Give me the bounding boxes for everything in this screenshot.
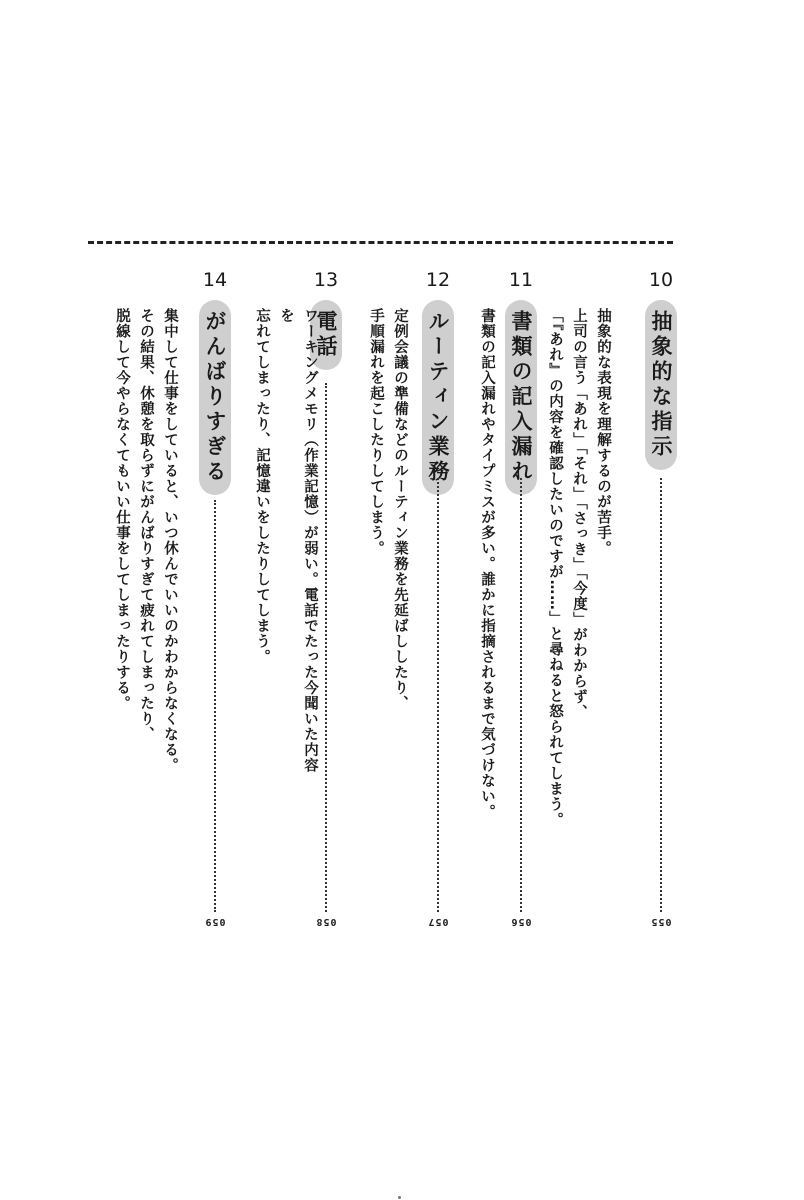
description-line: 手順漏れを起こしたりしてしまう。 (368, 308, 384, 556)
dotted-leader (325, 383, 327, 912)
toc-entry-14[interactable] (195, 268, 235, 928)
entry-number: 11 (508, 269, 534, 291)
page-number: 059 (204, 916, 226, 927)
description-line: 「『あれ』の内容を確認したいのですが……」と尋ねると怒られてしまう。 (547, 308, 563, 828)
description-line: 抽象的な表現を理解するのが苦手。 (595, 308, 611, 556)
dotted-leader (214, 500, 216, 912)
entry-description-14 (110, 308, 182, 778)
dotted-leader (437, 478, 439, 912)
description-line: ワーキングメモリ（作業記憶）が弱い。電話でたった今聞いた内容を (278, 308, 318, 773)
entry-title: 抽象的な指示 (645, 300, 677, 470)
dashed-divider (88, 241, 673, 244)
toc-entry-11[interactable] (501, 268, 541, 928)
entry-description-10 (543, 308, 615, 858)
page-number: 055 (650, 916, 672, 927)
entry-description-13 (250, 308, 322, 788)
description-line: 書類の記入漏れやタイプミスが多い。誰かに指摘されるまで気づけない。 (479, 308, 495, 820)
page-number: 056 (510, 916, 532, 927)
dotted-leader (520, 478, 522, 912)
entry-number: 12 (425, 269, 451, 291)
entry-description-12 (364, 308, 412, 728)
description-line: その結果、休憩を取らずにがんばりすぎて疲れてしまったり、 (138, 308, 154, 742)
entry-title: がんばりすぎる (199, 300, 231, 495)
entry-number: 10 (648, 269, 674, 291)
entry-title: 電話 (310, 300, 342, 370)
description-line: 定例会議の準備などのルーティン業務を先延ばししたり、 (392, 308, 408, 711)
entry-description-11 (475, 308, 499, 848)
description-line: 集中して仕事をしていると、いつ休んでいいのかわからなくなる。 (162, 308, 178, 773)
entry-title: 書類の記入漏れ (505, 300, 537, 495)
entry-number: 13 (313, 269, 339, 291)
toc-entry-10[interactable] (641, 268, 681, 928)
page-speck (398, 1196, 401, 1199)
description-line: 忘れてしまったり、記憶違いをしたりしてしまう。 (254, 308, 270, 665)
description-line: 脱線して今やらなくてもいい仕事をしてしまったりする。 (114, 308, 130, 711)
page-number: 058 (315, 916, 337, 927)
toc-entry-12[interactable] (418, 268, 458, 928)
entry-title: ルーティン業務 (422, 300, 454, 495)
description-line: 上司の言う「あれ」「それ」「さっき」「今度」がわからず、 (571, 308, 587, 721)
page-number: 057 (427, 916, 449, 927)
entry-number: 14 (202, 269, 228, 291)
dotted-leader (660, 478, 662, 912)
